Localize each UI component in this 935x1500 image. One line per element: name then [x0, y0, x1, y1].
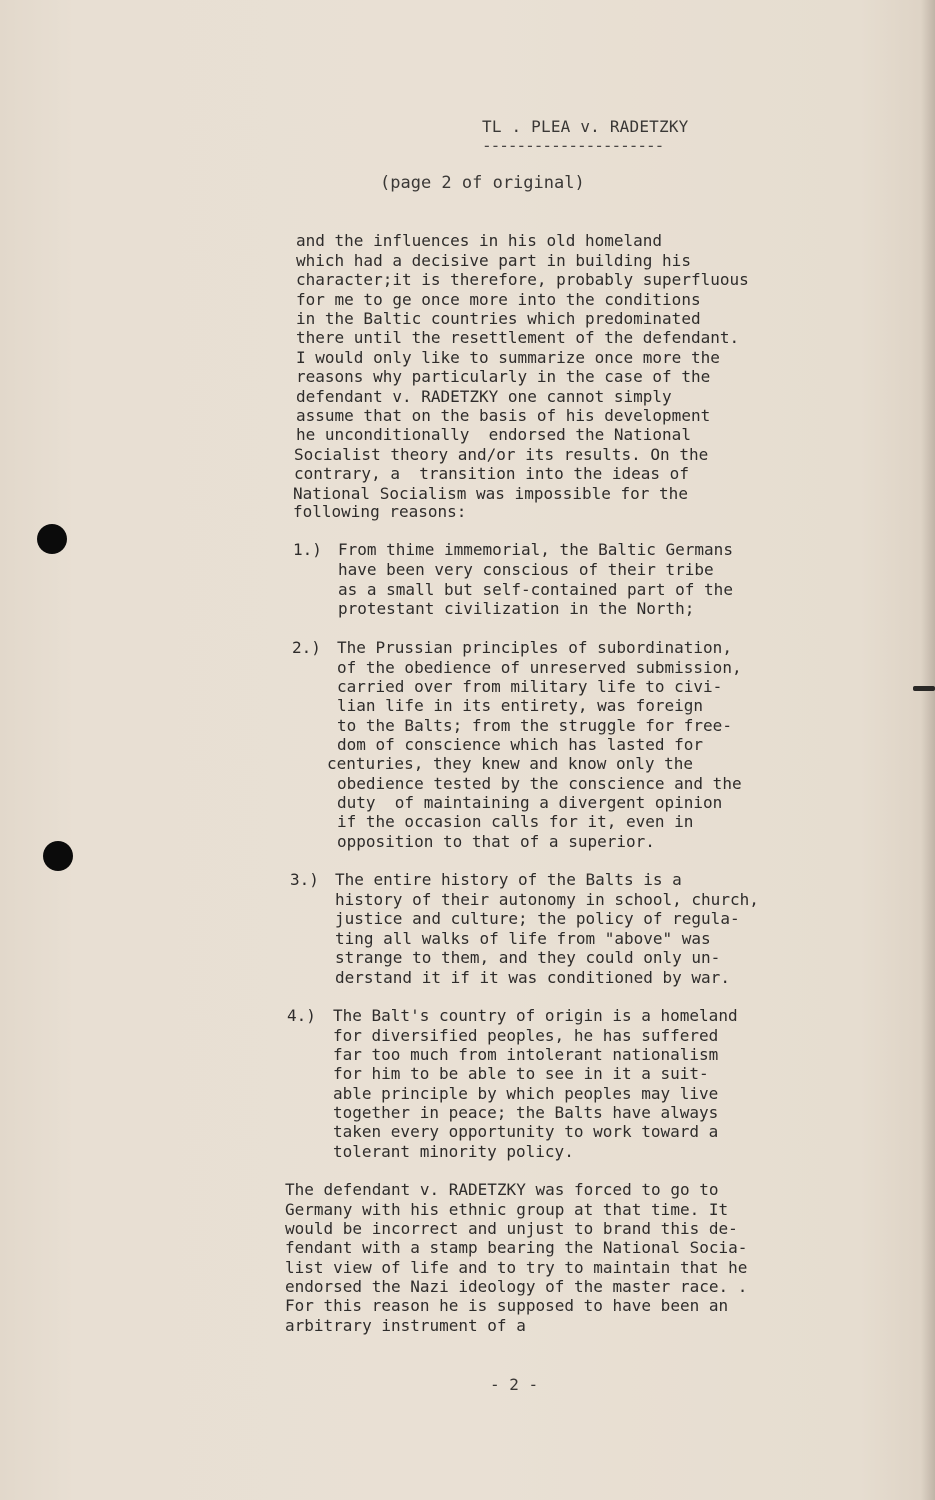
intro-line: following reasons: [293, 502, 467, 521]
title-underline: --------------------- [482, 136, 664, 155]
point-line: carried over from military life to civi- [337, 677, 723, 696]
point-line: to the Balts; from the struggle for free- [337, 715, 732, 735]
point-line: strange to them, and they could only un- [335, 948, 721, 967]
point-line: derstand it if it was conditioned by war. [335, 968, 730, 987]
point-line: justice and culture; the policy of regula- [335, 909, 740, 928]
point-line: duty of maintaining a divergent opinion [337, 793, 723, 812]
intro-line: in the Baltic countries which predominated [296, 309, 701, 328]
closing-line: Germany with his ethnic group at that time. It [285, 1199, 729, 1219]
closing-line: arbitrary instrument of a [285, 1315, 526, 1335]
intro-line: character;it is therefore, probably superfluous [296, 270, 749, 289]
point-line: for diversified peoples, he has suffered [333, 1025, 719, 1045]
page-reference: (page 2 of original) [380, 173, 585, 193]
point-line: From thime immemorial, the Baltic Germans [338, 540, 733, 559]
intro-line: National Socialism was impossible for the [293, 483, 688, 503]
point-line: history of their autonomy in school, church, [335, 890, 759, 909]
point-line: far too much from intolerant nationalism [333, 1045, 719, 1064]
intro-line: and the influences in his old homeland [296, 231, 663, 250]
intro-line: he unconditionally endorsed the National [296, 425, 691, 444]
point-number: 3.) [290, 870, 319, 889]
intro-line: assume that on the basis of his development [296, 406, 711, 425]
document-title: TL . PLEA v. RADETZKY [482, 117, 689, 136]
intro-line: I would only like to summarize once more the [296, 347, 720, 367]
closing-line: fendant with a stamp bearing the National Socia- [285, 1238, 748, 1257]
closing-line: would be incorrect and unjust to brand this de- [285, 1219, 738, 1238]
edge-mark [913, 686, 935, 691]
intro-line: contrary, a transition into the ideas of [294, 464, 689, 483]
point-line: dom of conscience which has lasted for [337, 735, 704, 754]
closing-line: The defendant v. RADETZKY was forced to go to [285, 1180, 719, 1199]
intro-line: there until the resettlement of the defendant. [296, 328, 740, 347]
page-number: - 2 - [490, 1375, 539, 1394]
point-number: 1.) [293, 540, 322, 559]
point-line: able principle by which peoples may live [333, 1083, 719, 1103]
point-line: The Balt's country of origin is a homeland [333, 1006, 738, 1025]
intro-line: reasons why particularly in the case of the [296, 367, 711, 386]
closing-line: list view of life and to try to maintain that he [285, 1257, 748, 1277]
point-line: taken every opportunity to work toward a [333, 1122, 719, 1141]
point-number: 2.) [292, 638, 321, 657]
point-line: tolerant minority policy. [333, 1141, 574, 1161]
point-line: obedience tested by the conscience and the [337, 773, 742, 793]
intro-line: Socialist theory and/or its results. On the [294, 444, 709, 464]
point-line: of the obedience of unreserved submission, [337, 657, 742, 677]
page-edge-shadow [921, 0, 935, 1500]
point-line: opposition to that of a superior. [337, 831, 655, 851]
point-line: protestant civilization in the North; [338, 599, 695, 618]
punch-hole-upper [37, 524, 67, 554]
point-line: for him to be able to see in it a suit- [333, 1064, 709, 1083]
point-line: have been very conscious of their tribe [338, 560, 714, 579]
closing-line: endorsed the Nazi ideology of the master race. . [285, 1277, 748, 1296]
intro-line: defendant v. RADETZKY one cannot simply [296, 386, 672, 406]
punch-hole-lower [43, 841, 73, 871]
intro-line: for me to ge once more into the conditions [296, 289, 701, 309]
point-line: centuries, they knew and know only the [327, 754, 694, 773]
intro-line: which had a decisive part in building his [296, 250, 691, 270]
point-line: ting all walks of life from "above" was [335, 929, 711, 948]
point-line: if the occasion calls for it, even in [337, 812, 694, 831]
point-line: together in peace; the Balts have always [333, 1103, 719, 1122]
closing-line: For this reason he is supposed to have been an [285, 1296, 729, 1315]
point-line: The Prussian principles of subordination, [337, 638, 732, 657]
point-line: as a small but self-contained part of the [338, 580, 733, 599]
point-number: 4.) [287, 1006, 316, 1025]
point-line: The entire history of the Balts is a [335, 870, 682, 889]
point-line: lian life in its entirety, was foreign [337, 696, 704, 715]
